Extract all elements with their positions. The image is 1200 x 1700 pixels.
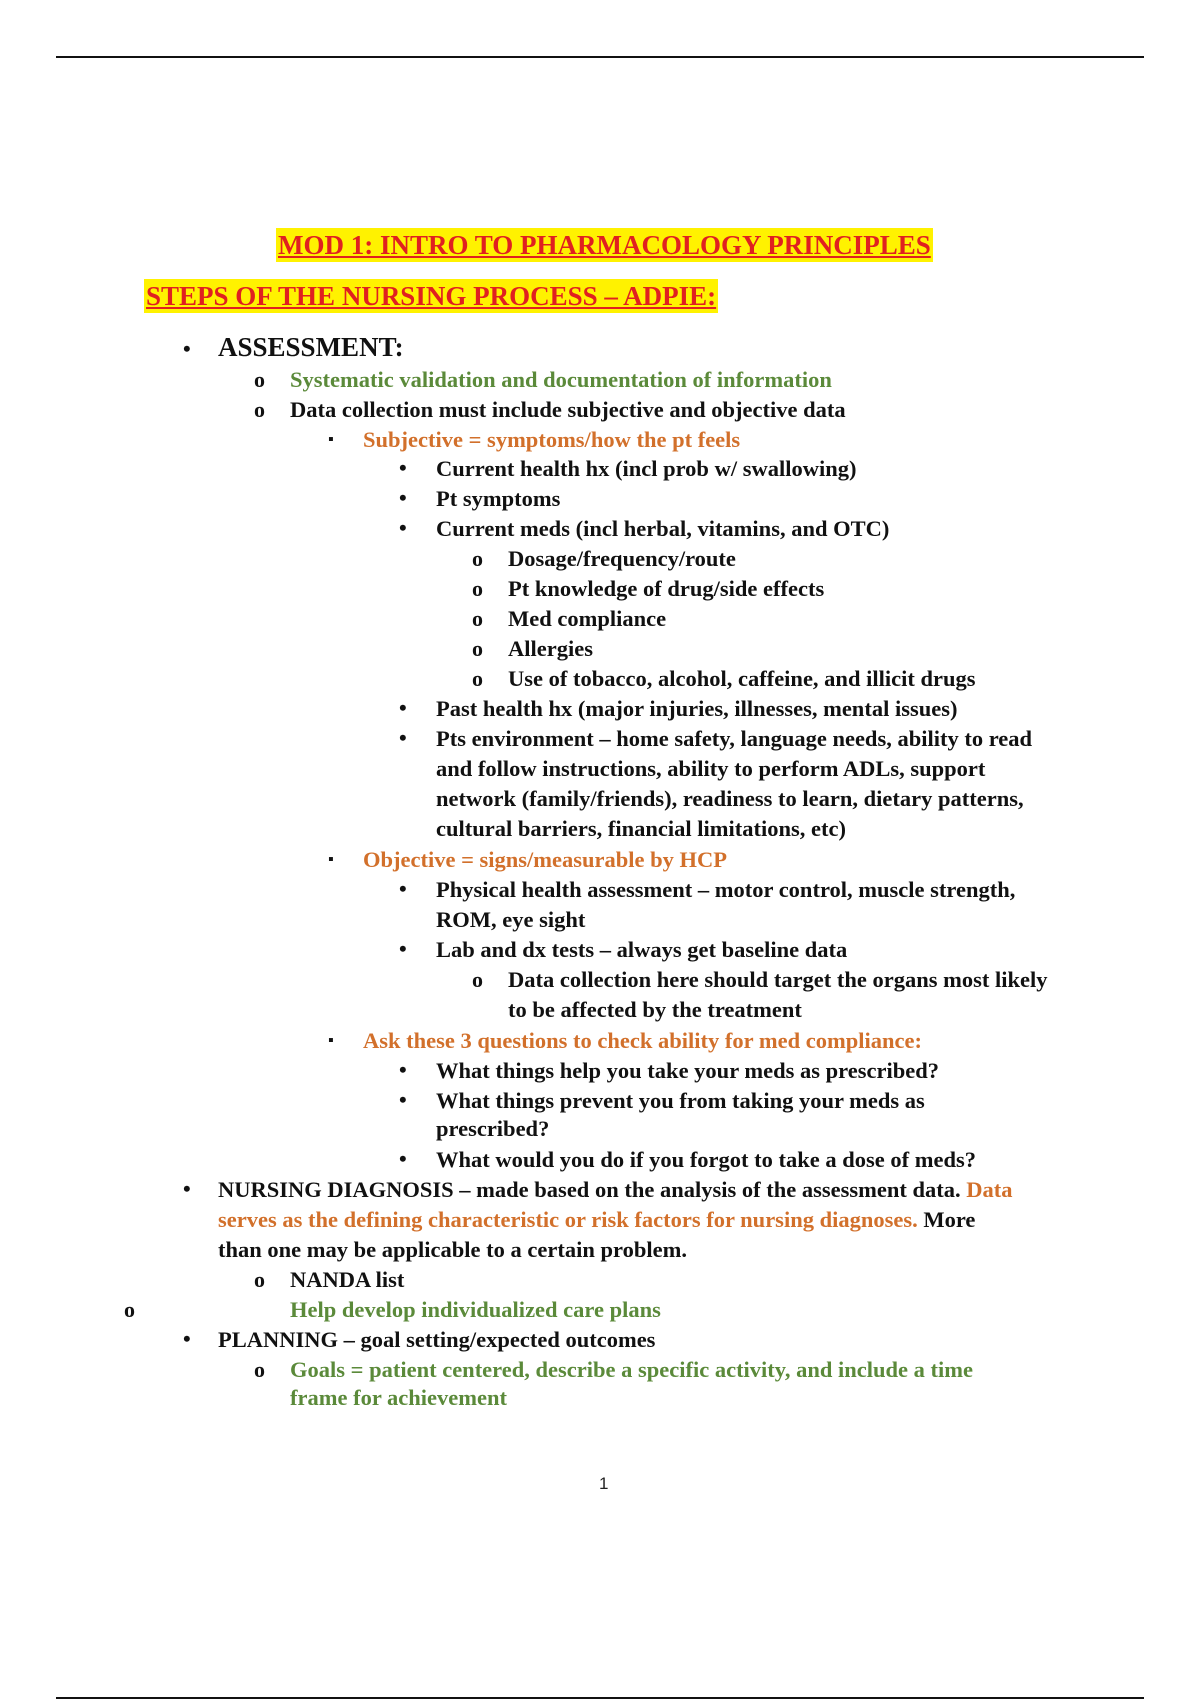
diagnosis-line-2 <box>218 1205 975 1235</box>
square-bullet: ▪ <box>328 1032 334 1049</box>
nanda-line: NANDA list <box>290 1267 405 1292</box>
environment-line: and follow instructions, ability to perform ADLs, support <box>436 756 986 781</box>
disc-bullet: • <box>183 1176 191 1201</box>
question-line: What things help you take your meds as prescribed? <box>436 1058 939 1083</box>
diagnosis-highlight-text: Data <box>966 1177 1013 1202</box>
disc-bullet: • <box>399 485 407 510</box>
disc-bullet: • <box>399 1057 407 1082</box>
diagnosis-text: More <box>917 1207 976 1232</box>
environment-line: cultural barriers, financial limitations, etc) <box>436 816 846 841</box>
disc-bullet: • <box>399 1146 407 1171</box>
square-bullet: ▪ <box>328 851 334 868</box>
circle-bullet: o <box>254 1357 265 1382</box>
circle-bullet: o <box>472 636 483 661</box>
ask-questions-line: Ask these 3 questions to check ability for med compliance: <box>363 1028 922 1053</box>
meds-item: Med compliance <box>508 606 667 631</box>
circle-bullet: o <box>124 1297 135 1322</box>
planning-heading: PLANNING – goal setting/expected outcomes <box>218 1327 656 1352</box>
question-line: prescribed? <box>436 1116 550 1141</box>
goals-line: frame for achievement <box>290 1385 507 1410</box>
diagnosis-line-1 <box>218 1175 1012 1205</box>
lab-sub-line: Data collection here should target the organs most likely <box>508 967 1048 992</box>
lab-line: Lab and dx tests – always get baseline data <box>436 937 848 962</box>
subjective-item: Pt symptoms <box>436 486 561 511</box>
meds-item: Use of tobacco, alcohol, caffeine, and illicit drugs <box>508 666 976 691</box>
data-collection-line: Data collection must include subjective and objective data <box>290 397 846 422</box>
meds-item: Allergies <box>508 636 593 661</box>
diagnosis-text: NURSING DIAGNOSIS – made based on the analysis of the assessment data. <box>218 1177 967 1202</box>
circle-bullet: o <box>472 666 483 691</box>
environment-line: network (family/friends), readiness to learn, dietary patterns, <box>436 786 1024 811</box>
disc-bullet: • <box>183 336 191 361</box>
circle-bullet: o <box>254 397 265 422</box>
circle-bullet: o <box>472 967 483 992</box>
disc-bullet: • <box>399 936 407 961</box>
disc-bullet: • <box>399 876 407 901</box>
circle-bullet: o <box>472 576 483 601</box>
bottom-rule <box>56 1697 1144 1699</box>
disc-bullet: • <box>399 725 407 750</box>
environment-line: Pts environment – home safety, language needs, ability to read <box>436 726 1033 751</box>
question-line: What would you do if you forgot to take a dose of meds? <box>436 1147 977 1172</box>
subjective-item: Current meds (incl herbal, vitamins, and OTC) <box>436 516 890 541</box>
page-number: 1 <box>599 1474 609 1493</box>
circle-bullet: o <box>254 1267 265 1292</box>
care-plans-line: Help develop individualized care plans <box>290 1297 661 1322</box>
disc-bullet: • <box>183 1326 191 1351</box>
disc-bullet: • <box>399 515 407 540</box>
disc-bullet: • <box>399 1087 407 1112</box>
disc-bullet: • <box>399 695 407 720</box>
assessment-heading: ASSESSMENT: <box>218 332 404 362</box>
document-title: MOD 1: INTRO TO PHARMACOLOGY PRINCIPLES <box>278 230 931 260</box>
section-subtitle: STEPS OF THE NURSING PROCESS – ADPIE: <box>146 281 717 311</box>
diagnosis-highlight-text: serves as the defining characteristic or risk factors for nursing diagnoses. <box>218 1207 918 1232</box>
top-rule <box>56 56 1144 58</box>
goals-line: Goals = patient centered, describe a specific activity, and include a time <box>290 1357 973 1382</box>
systematic-line: Systematic validation and documentation of information <box>290 367 832 392</box>
meds-item: Pt knowledge of drug/side effects <box>508 576 825 601</box>
circle-bullet: o <box>254 367 265 392</box>
meds-item: Dosage/frequency/route <box>508 546 736 571</box>
circle-bullet: o <box>472 546 483 571</box>
diagnosis-line-3: than one may be applicable to a certain problem. <box>218 1237 687 1262</box>
lab-sub-line: to be affected by the treatment <box>508 997 802 1022</box>
disc-bullet: • <box>399 455 407 480</box>
question-line: What things prevent you from taking your meds as <box>436 1088 925 1113</box>
subjective-item: Current health hx (incl prob w/ swallowing) <box>436 456 857 481</box>
objective-line: Objective = signs/measurable by HCP <box>363 847 728 872</box>
square-bullet: ▪ <box>328 431 334 448</box>
subjective-line: Subjective = symptoms/how the pt feels <box>363 427 741 452</box>
circle-bullet: o <box>472 606 483 631</box>
physical-line: ROM, eye sight <box>436 907 586 932</box>
physical-line: Physical health assessment – motor control, muscle strength, <box>436 877 1016 902</box>
past-health-line: Past health hx (major injuries, illnesses, mental issues) <box>436 696 958 721</box>
